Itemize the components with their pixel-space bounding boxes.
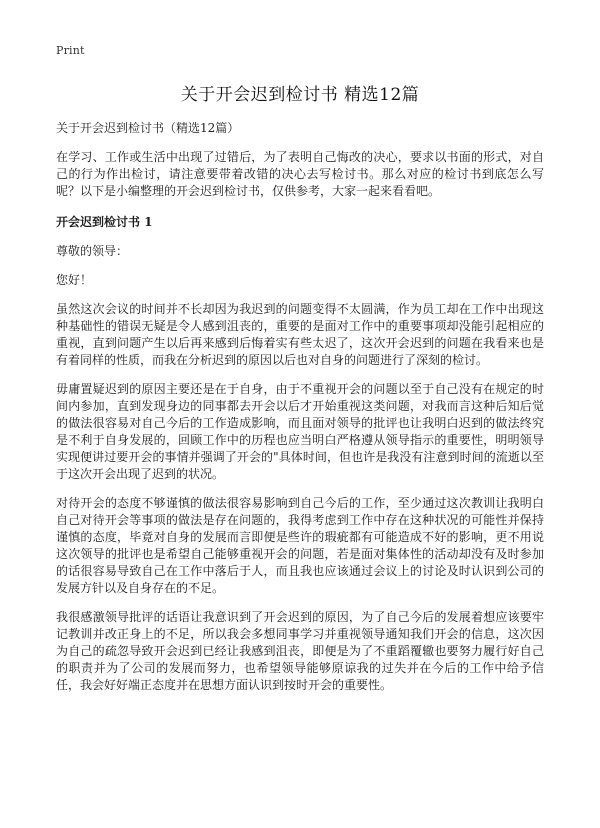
greeting: 您好！ [56, 273, 93, 287]
article-subtitle: 关于开会迟到检讨书（精选12篇） [56, 121, 240, 135]
body-paragraph-2: 毋庸置疑迟到的原因主要还是在于自身，由于不重视开会的问题以至于自己没有在规定的时间内参加，直到发现身边的同事都去开会以后才开始重视这类问题，对我而言这种后知后觉的做法很容易对自己今后的工作造成影响，而且面对领导的批评也让我明白迟到的做法终究是不利于自身发展的，回顾工作中的历程也应当明白严格遵从领导指示的重要性，明明领导实现便讲过要开会的事情并强调了开会的"具体时间，但也许是我没有注意到时间的流逝以至于这次开会出现了迟到的状况。 [56, 382, 544, 481]
section-heading: 开会迟到检讨书 1 [56, 215, 153, 229]
body-paragraph-4: 我很感激领导批评的话语让我意识到了开会迟到的原因，为了自己今后的发展着想应该要牢记教训并改正身上的不足，所以我会多想同事学习并重视领导通知我们开会的信息，这次因为自己的疏忽导致开会迟到已经让我感到沮丧，即便是为了不重蹈覆辙也要努力履行好自己的职责并为了公司的发展而努力，也希望领导能够原谅我的过失并在今后的工作中给予信任，我会好好端正态度并在思想方面认识到按时开会的重要性。 [56, 610, 544, 692]
body-paragraph-1: 虽然这次会议的时间并不长却因为我迟到的问题变得不太圆满，作为员工却在工作中出现这种基础性的错误无疑是令人感到沮丧的，重要的是面对工作中的重要事项却没能引起相应的重视，直到问题产生以后再来感到后悔着实有些太迟了，这次开会迟到的问题在我看来也是有着同样的性质，而我在分析迟到的原因以后也对自身的问题进行了深刻的检讨。 [56, 302, 544, 367]
salutation: 尊敬的领导： [56, 244, 129, 258]
print-link[interactable]: Print [56, 44, 85, 57]
intro-paragraph: 在学习、工作或生活中出现了过错后，为了表明自己悔改的决心，要求以书面的形式，对自己的行为作出检讨，请注意要带着改错的决心去写检讨书。那么对应的检讨书到底怎么写呢？以下是小编整理的开会迟到检讨书，仅供参考，大家一起来看看吧。 [56, 150, 544, 198]
article-body [56, 120, 544, 706]
body-paragraph-3: 对待开会的态度不够谨慎的做法很容易影响到自己今后的工作，至少通过这次教训让我明白自己对待开会等事项的做法是存在问题的，我得考虑到工作中存在这种状况的可能性并保持谨慎的态度，毕竟对自身的发展而言即便是些许的瑕疵都有可能造成不好的影响，更不用说这次领导的批评也是希望自己能够重视开会的问题，若是面对集体性的活动却没有及时参加的话很容易导致自己在工作中落后于人，而且我也应该通过会议上的讨论及时认识到公司的发展方针以及自身存在的不足。 [56, 496, 544, 595]
page-title: 关于开会迟到检讨书 精选12篇 [180, 85, 420, 105]
